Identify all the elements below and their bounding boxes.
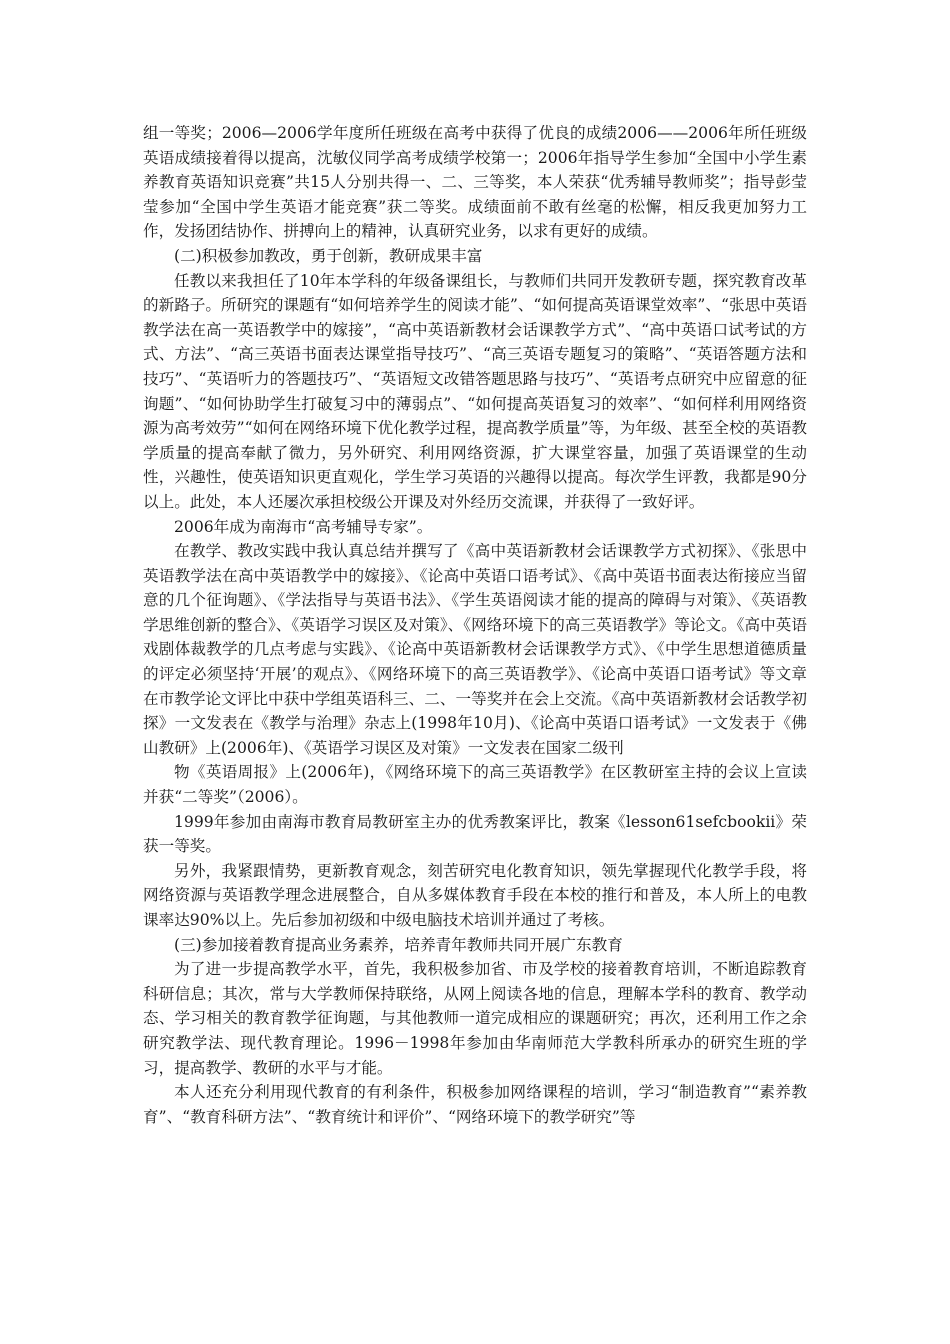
paragraph-awards-continued: 组一等奖；2006—2006学年度所任班级在高考中获得了优良的成绩2006——2006年所任班级英语成绩接着得以提高，沈敏仪同学高考成绩学校第一；2006年指导学生参加“全国中小学生素养教育英语知识竞赛”共15人分别共得一、二、三等奖，本人荣获“优秀辅导教师奖”；指导彭莹莹参加“全国中学生英语才能竞赛”获二等奖。成绩面前不敢有丝毫的松懈，相反我更加努力工作，发扬团结协作、拼搏向上的精神，认真研究业务，以求有更好的成绩。 xyxy=(143,124,807,241)
document-body xyxy=(143,121,807,1129)
section-heading-continuing-education: (三)参加接着教育提高业务素养，培养青年教师共同开展广东教育 xyxy=(174,935,623,954)
paragraph-continuing-education: 为了进一步提高教学水平，首先，我积极参加省、市及学校的接着教育培训，不断追踪教育科研信息；其次，常与大学教师保持联络，从网上阅读各地的信息，理解本学科的教育、教学动态、学习相关的教育教学征询题，与其他教师一道完成相应的课题研究；再次，还利用工作之余研究教学法、现代教育理论。1996－1998年参加由华南师范大学教科所承办的研究生班的学习，提高教学、教研的水平与才能。 xyxy=(143,960,807,1077)
paragraph-research-topics: 任教以来我担任了10年本学科的年级备课组长，与教师们共同开发教研专题，探究教育改革的新路子。所研究的课题有“如何培养学生的阅读才能”、“如何提高英语课堂效率”、“张思中英语教学法在高一英语教学中的嫁接”，“高中英语新教材会话课教学方式”、“高中英语口试考试的方式、方法”、“高三英语书面表达课堂指导技巧”、“高三英语专题复习的策略”、“英语答题方法和技巧”、“英语听力的答题技巧”、“英语短文改错答题思路与技巧”、“英语考点研究中应留意的征询题”、“如何协助学生打破复习中的薄弱点”、“如何提高英语复习的效率”、“如何样利用网络资源为高考效劳”“如何在网络环境下优化教学过程，提高教学质量”等，为年级、甚至全校的英语教学质量的提高奉献了微力，另外研究、利用网络资源，扩大课堂容量，加强了英语课堂的生动性，兴趣性，使英语知识更直观化，学生学习英语的兴趣得以提高。每次学生评教，我都是90分以上。此处，本人还屡次承担校级公开课及对外经历交流课，并获得了一致好评。 xyxy=(143,271,807,511)
paragraph-lesson-plan-award: 1999年参加由南海市教育局教研室主办的优秀教案评比，教案《lesson61sefcbookii》荣获一等奖。 xyxy=(143,812,807,856)
paragraph-expert-title: 2006年成为南海市“高考辅导专家”。 xyxy=(174,517,433,536)
paragraph-online-courses: 本人还充分利用现代教育的有利条件，积极参加网络课程的培训，学习“制造教育”“素养教育”、“教育科研方法”、“教育统计和评价”、“网络环境下的教学研究”等 xyxy=(143,1083,807,1126)
paragraph-multimedia-teaching: 另外，我紧跟情势，更新教育观念，刻苦研究电化教育知识，领先掌握现代化教学手段，将网络资源与英语教学理念进展整合，自从多媒体教育手段在本校的推行和普及，本人所上的电教课率达90%以上。先后参加初级和中级电脑技术培训并通过了考核。 xyxy=(143,861,807,929)
paragraph-papers: 在教学、教改实践中我认真总结并撰写了《高中英语新教材会话课教学方式初探》、《张思中英语教学法在高中英语教学中的嫁接》、《论高中英语口语考试》、《高中英语书面表达衔接应当留意的几个征询题》、《学法指导与英语书法》、《学生英语阅读才能的提高的障碍与对策》、《英语教学思维创新的整合》、《英语学习误区及对策》、《网络环境下的高三英语教学》等论文。《高中英语戏剧体裁教学的几点考虑与实践》、《论高中英语新教材会话课教学方式》、《中学生思想道德质量的评定必须坚持‘开展’的观点》、《网络环境下的高三英语教学》、《论高中英语口语考试》等文章在市教学论文评比中获中学组英语科三、二、一等奖并在会上交流。《高中英语新教材会话教学初探》一文发表在《教学与治理》杂志上(1998年10月)、《论高中英语口语考试》一文发表于《佛山教研》上(2006年)、《英语学习误区及对策》一文发表在国家二级刊 xyxy=(143,542,807,757)
paragraph-papers-continued: 物《英语周报》上(2006年)，《网络环境下的高三英语教学》在区教研室主持的会议上宣读并获“二等奖”（2006）。 xyxy=(143,763,807,807)
section-heading-teaching-reform: (二)积极参加教改，勇于创新，教研成果丰富 xyxy=(174,246,483,265)
